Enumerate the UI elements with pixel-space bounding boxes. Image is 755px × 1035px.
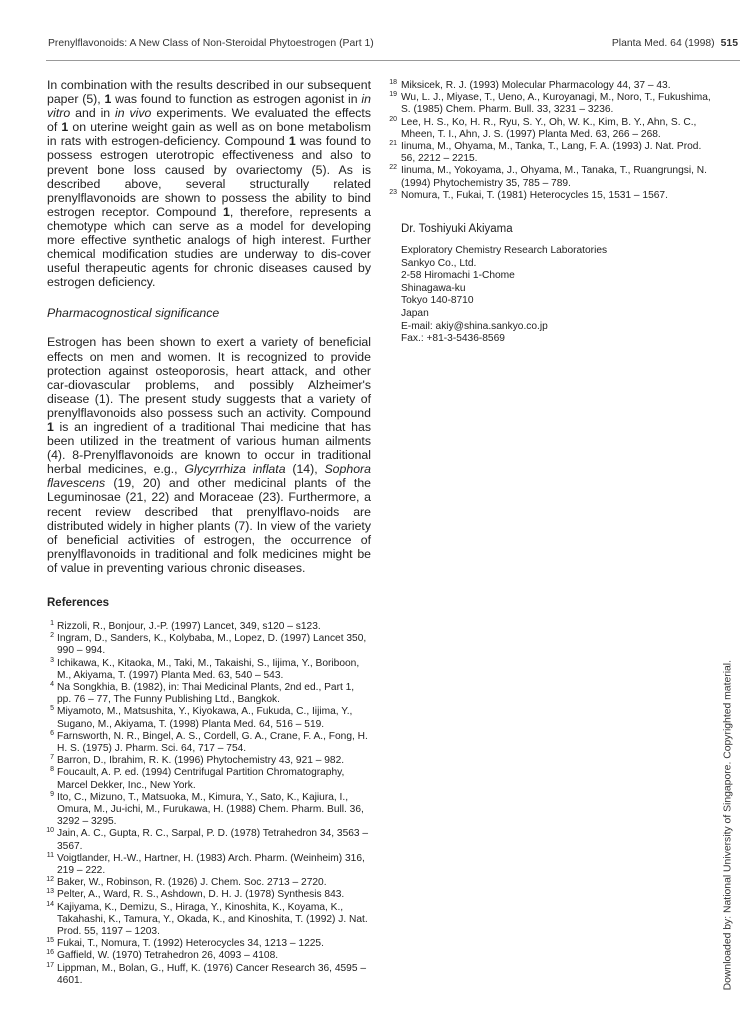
- reference-number: 6: [50, 729, 54, 737]
- reference-number: 5: [50, 705, 54, 713]
- reference-number: 20: [389, 115, 397, 123]
- reference-text: Lee, H. S., Ko, H. R., Ryu, S. Y., Oh, W. K., Kim, B. Y., Ahn, S. C., Mheen, T. I., Ahn, J. S. (1997) Planta Med. 63, 266 – 268.: [401, 116, 697, 140]
- reference-text: Pelter, A., Ward, R. S., Ashdown, D. H. J. (1978) Synthesis 843.: [57, 889, 345, 901]
- reference-number: 14: [46, 900, 54, 908]
- reference-item: [388, 190, 718, 202]
- address-line: Exploratory Chemistry Research Laboratories: [401, 245, 608, 257]
- text-run: was found to function as estrogen agonist in: [111, 92, 362, 107]
- reference-item: [47, 767, 371, 791]
- reference-text: Ito, C., Mizuno, T., Matsuoka, M., Kimura, Y., Sato, K., Kajiura, I., Omura, M., Ju-ichi, M., Furukawa, H. (1988) Chem. Pharm. Bull. 36, 3292 – 3295.: [57, 791, 364, 828]
- reference-item: [47, 658, 371, 682]
- reference-text: Lippman, M., Bolan, G., Huff, K. (1976) Cancer Research 36, 4595 – 4601.: [57, 962, 366, 986]
- reference-number: 4: [50, 681, 54, 689]
- reference-text: Jain, A. C., Gupta, R. C., Sarpal, P. D. (1978) Tetrahedron 34, 3563 – 3567.: [57, 828, 369, 852]
- text-run: , therefore, represents a chemotype which can serve as a model for developing more effective synthetic analogs of high interest. Further chemical modification studies are underway to dis-cover useful therapeutic agents for chronic diseases caused by estrogen deficiency.: [47, 204, 371, 290]
- reference-number: 7: [50, 754, 54, 762]
- text-run: is an ingredient of a traditional Thai medicine that has been utilized in the treatment of various human ailments (4). 8-Prenylflavonoids are known to occur in traditional herbal medicines, e.g.,: [47, 419, 371, 477]
- italic-term: Glycyrrhiza inflata: [184, 462, 286, 477]
- reference-item: [47, 853, 371, 877]
- journal-name: Planta Med. 64 (1998): [611, 38, 715, 49]
- text-run: In combination with the results described in our subsequent paper (5),: [47, 78, 371, 107]
- reference-text: Na Songkhia, B. (1982), in: Thai Medicinal Plants, 2nd ed., Part 1, pp. 76 – 77, The Funny Publishing Ltd., Bangkok.: [57, 682, 355, 706]
- header-rule: [46, 60, 740, 61]
- reference-number: 10: [46, 827, 54, 835]
- reference-item: [47, 682, 371, 706]
- reference-item: [47, 792, 371, 829]
- reference-text: Nomura, T., Fukai, T. (1981) Heterocycles 15, 1531 – 1567.: [401, 189, 668, 201]
- reference-text: Miksicek, R. J. (1993) Molecular Pharmacology 44, 37 – 43.: [401, 80, 671, 91]
- references-heading: References: [47, 597, 110, 609]
- reference-number: 15: [46, 937, 54, 945]
- reference-item: [388, 92, 718, 116]
- reference-item: [47, 633, 371, 657]
- italic-term: Sophora flavescens: [47, 462, 371, 491]
- reference-number: 8: [50, 766, 54, 774]
- reference-item: [47, 877, 371, 889]
- correspondence-address: [388, 245, 718, 346]
- right-column: [388, 80, 718, 346]
- reference-number: 9: [50, 790, 54, 798]
- reference-text: Miyamoto, M., Matsushita, Y., Kiyokawa, A., Fukuda, C., Iijima, Y., Sugano, M., Akiyama, T. (1998) Planta Med. 64, 516 – 519.: [57, 706, 353, 730]
- compound-ref: 1: [223, 204, 230, 219]
- reference-number: 13: [46, 888, 54, 896]
- text-run: Estrogen has been shown to exert a variety of beneficial effects on men and women. It is recognized to provide protection against osteoporosis, heart attack, and other car-diovascular problems, and possibly Alzheimer's disease (1). The present study suggests that a variety of prenylflavonoids also possess such an activity. Compound: [47, 335, 371, 420]
- reference-item: [388, 117, 718, 141]
- correspondence-author: Dr. Toshiyuki Akiyama: [401, 223, 513, 236]
- reference-text: Kajiyama, K., Demizu, S., Hiraga, Y., Kinoshita, K., Koyama, K., Takahashi, K., Tamura, Y., Okada, K., and Kinoshita, T. (1992) J. Nat. Prod. 55, 1197 – 1203.: [57, 901, 368, 938]
- reference-item: [388, 141, 718, 165]
- download-watermark: [720, 660, 736, 991]
- reference-item: [388, 80, 718, 92]
- reference-text: Ichikawa, K., Kitaoka, M., Taki, M., Takaishi, S., Iijima, Y., Boriboon, M., Akiyama, T. (1997) Planta Med. 63, 540 – 543.: [57, 657, 360, 681]
- download-notice: Downloaded by: National University of Singapore. Copyrighted material.: [722, 660, 734, 991]
- reference-number: 17: [46, 961, 54, 969]
- reference-list-right: [388, 80, 718, 202]
- reference-number: 1: [50, 620, 54, 627]
- reference-text: Voigtlander, H.-W., Hartner, H. (1983) Arch. Pharm. (Weinheim) 316, 219 – 222.: [57, 852, 365, 877]
- running-title: Prenylflavonoids: A New Class of Non-Steroidal Phytoestrogen (Part 1): [48, 38, 374, 49]
- reference-text: Rizzoli, R., Bonjour, J.-P. (1997) Lancet, 349, s120 – s123.: [57, 621, 321, 632]
- compound-ref: 1: [61, 120, 69, 135]
- reference-number: 11: [46, 851, 54, 859]
- reference-item: [47, 621, 371, 633]
- reference-text: Foucault, A. P. ed. (1994) Centrifugal Partition Chromatography, Marcel Dekker, Inc., New York.: [57, 767, 345, 791]
- reference-item: [388, 165, 718, 189]
- text-run: was found to possess estrogen uterotropic effectiveness and also to prevent bone loss caused by ovariectomy (5). As is described above, several structurally related prenylflavonoids are shown to possess the ability to bind estrogen receptor. Compound: [47, 134, 371, 219]
- reference-item: [47, 828, 371, 852]
- reference-number: 18: [389, 79, 397, 86]
- reference-item: [47, 706, 371, 730]
- paragraph-results: [47, 78, 371, 289]
- paragraph-pharmacognostical: [47, 335, 371, 575]
- reference-number: 19: [389, 91, 397, 99]
- page-number: 515: [720, 38, 738, 49]
- address-line: Tokyo 140-8710: [401, 295, 474, 307]
- reference-item: [47, 963, 371, 987]
- reference-item: [47, 731, 371, 755]
- compound-ref: 1: [47, 419, 54, 434]
- reference-list-left: [47, 621, 371, 987]
- compound-ref: 1: [288, 134, 296, 149]
- reference-text: Barron, D., Ibrahim, R. K. (1996) Phytochemistry 43, 921 – 982.: [57, 755, 345, 767]
- reference-number: 22: [389, 164, 397, 172]
- text-run: (14),: [285, 462, 325, 477]
- reference-text: Fukai, T., Nomura, T. (1992) Heterocycles 34, 1213 – 1225.: [57, 938, 324, 950]
- reference-number: 3: [50, 656, 54, 664]
- text-run: on uterine weight gain as well as on bone metabolism in rats with estrogen-deficiency. Compound: [47, 120, 371, 149]
- address-line: 2-58 Hiromachi 1-Chome: [401, 270, 515, 282]
- fax-line: Fax.: +81-3-5436-8569: [401, 333, 505, 345]
- reference-item: [47, 950, 371, 962]
- reference-item: [47, 755, 371, 767]
- reference-number: 2: [50, 632, 54, 640]
- running-header: [48, 38, 738, 56]
- reference-number: 16: [46, 949, 54, 957]
- reference-text: Gaffield, W. (1970) Tetrahedron 26, 4093 – 4108.: [57, 950, 279, 962]
- reference-text: Iinuma, M., Ohyama, M., Tanka, T., Lang, F. A. (1993) J. Nat. Prod. 56, 2212 – 2215.: [401, 141, 702, 165]
- reference-number: 21: [389, 140, 397, 148]
- reference-item: [47, 889, 371, 901]
- journal-citation: [612, 38, 738, 49]
- reference-number: 12: [46, 876, 54, 884]
- left-column: [47, 78, 371, 987]
- reference-text: Ingram, D., Sanders, K., Kolybaba, M., Lopez, D. (1997) Lancet 350, 990 – 994.: [57, 633, 367, 657]
- address-line: Sankyo Co., Ltd.: [401, 257, 477, 269]
- reference-text: Wu, L. J., Miyase, T., Ueno, A., Kuroyanagi, M., Noro, T., Fukushima, S. (1985) Chem. Pharm. Bull. 33, 3231 – 3236.: [401, 92, 711, 116]
- text-run: experiments. We evaluated the effects of: [47, 106, 371, 135]
- address-line: Japan: [401, 308, 429, 319]
- reference-text: Farnsworth, N. R., Bingel, A. S., Cordell, G. A., Crane, F. A., Fong, H. H. S. (1975) J. Pharm. Sci. 64, 717 – 754.: [57, 730, 368, 755]
- reference-number: 23: [389, 188, 397, 196]
- email-line: E-mail: akiy@shina.sankyo.co.jp: [401, 320, 548, 332]
- italic-term: in vivo: [115, 106, 152, 121]
- text-run: (19, 20) and other medicinal plants of the Leguminosae (21, 22) and Moraceae (23). Furthermore, a recent review described that prenylflavo-noids are distributed widely in higher plants (7). In view of the variety of beneficial activities of estrogen, the occurrence of prenylflavonoids in traditional and folk medicines might be of value in preventing various chronic diseases.: [47, 476, 371, 575]
- compound-ref: 1: [104, 92, 112, 107]
- reference-item: [47, 938, 371, 950]
- address-line: Shinagawa-ku: [401, 282, 466, 294]
- reference-item: [47, 902, 371, 939]
- text-run: and in: [70, 106, 116, 121]
- reference-text: Iinuma, M., Yokoyama, J., Ohyama, M., Tanaka, T., Ruangrungsi, N. (1994) Phytochemistry 35, 785 – 789.: [401, 165, 707, 189]
- italic-term: in vitro: [47, 92, 371, 121]
- section-subheading: Pharmacognostical significance: [47, 306, 220, 321]
- reference-text: Baker, W., Robinson, R. (1926) J. Chem. Soc. 2713 – 2720.: [57, 877, 327, 889]
